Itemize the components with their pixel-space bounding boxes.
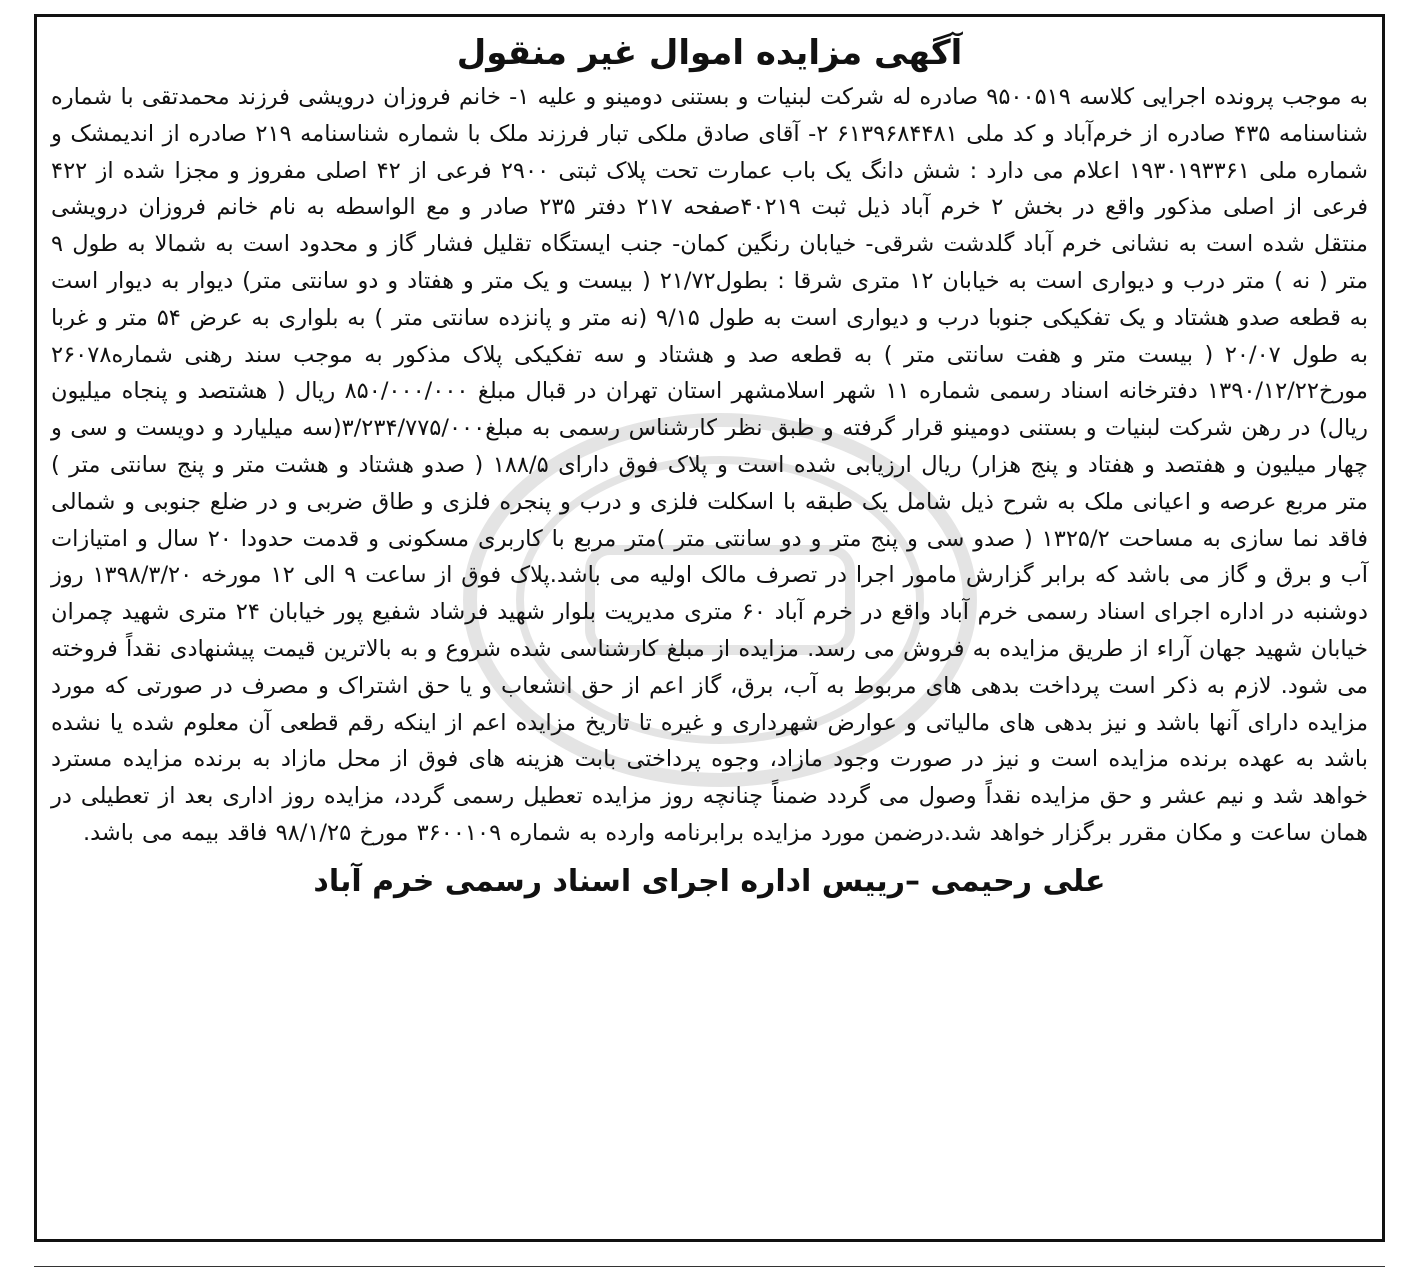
notice-title: آگهی مزایده اموال غیر منقول [456,33,963,73]
notice-frame [34,14,1385,1242]
bottom-divider [34,1266,1385,1267]
notice-signature: علی رحیمی –رییس اداره اجرای اسناد رسمی خرم آباد [313,863,1106,899]
notice-body: به موجب پرونده اجرایی کلاسه ۹۵۰۰۵۱۹ صادره له شرکت لبنیات و بستنی دومینو و علیه ۱- خانم فروزان درویشی فرزند محمدتقی با شماره شناسنامه ۴۳۵ صادره از خرم‌آباد و کد ملی ۶۱۳۹۶۸۴۴۸۱ ۲- آقای صادق ملکی تبار فرزند ملک با شماره شناسنامه ۲۱۹ صادره از اندیمشک و شماره ملی ۱۹۳۰۱۹۳۳۶۱ اعلام می دارد : شش دانگ یک باب عمارت تحت پلاک ثبتی ۲۹۰۰ فرعی از ۴۲ اصلی مفروز و مجزا شده از ۴۲۲ فرعی از اصلی مذکور واقع در بخش ۲ خرم آباد ذیل ثبت ۴۰۲۱۹صفحه ۲۱۷ دفتر ۲۳۵ صادر و مع الواسطه به نام خانم فروزان درویشی منتقل شده است به نشانی خرم آباد گلدشت شرقی- خیابان رنگین کمان- جنب ایستگاه تقلیل فشار گاز و محدود است به شمالا به طول ۹ متر ( نه ) متر درب و دیواری است به خیابان ۱۲ متری شرقا : بطول۲۱/۷۲ ( بیست و یک متر و هفتاد و دو سانتی متر) دیوار به دیوار است به قطعه صدو هشتاد و یک تفکیکی جنوبا درب و دیواری است به طول ۹/۱۵ (نه متر و پانزده سانتی متر ) به بلواری به عرض ۵۴ متر و غربا به طول ۲۰/۰۷ ( بیست متر و هفت سانتی متر ) به قطعه صد و هشتاد و سه تفکیکی پلاک مذکور به موجب سند رهنی شماره۲۶۰۷۸ مورخ۱۳۹۰/۱۲/۲۲ دفترخانه اسناد رسمی شماره ۱۱ شهر اسلامشهر استان تهران در قبال مبلغ ۸۵۰/۰۰۰/۰۰۰ ریال ( هشتصد و پنجاه میلیون ریال) در رهن شرکت لبنیات و بستنی دومینو قرار گرفته و طبق نظر کارشناس رسمی به مبلغ۳/۲۳۴/۷۷۵/۰۰۰(سه میلیارد و دویست و سی و چهار میلیون و هفتصد و هفتاد و پنج هزار) ریال ارزیابی شده است و پلاک فوق دارای ۱۸۸/۵ ( صدو هشتاد و هشت متر و پنج سانتی متر ) متر مربع عرصه و اعیانی ملک به شرح ذیل شامل یک طبقه با اسکلت فلزی و درب و پنجره فلزی و طاق ضربی و در ضلع جنوبی و شمالی فاقد نما سازی به مساحت ۱۳۲۵/۲ ( صدو سی و پنج متر و دو سانتی متر )متر مربع با کاربری مسکونی و قدمت حدودا ۲۰ سال و امتیازات آب و برق و گاز می باشد که برابر گزارش مامور اجرا در تصرف مالک اولیه می باشد.پلاک فوق از ساعت ۹ الی ۱۲ مورخه ۱۳۹۸/۳/۲۰ روز دوشنبه در اداره اجرای اسناد رسمی خرم آباد واقع در خرم آباد ۶۰ متری مدیریت بلوار شهید فرشاد شفیع پور خیابان ۲۴ متری شهید چمران خیابان شهید جهان آراء از طریق مزایده به فروش می رسد. مزایده از مبلغ کارشناسی شده شروع و به بالاترین قیمت پیشنهادی نقداً فروخته می شود. لازم به ذکر است پرداخت بدهی های مربوط به آب، برق، گاز اعم از حق انشعاب و یا حق اشتراک و مصرف در صورتی که مورد مزایده دارای آنها باشد و نیز بدهی های مالیاتی و عوارض شهرداری و غیره تا تاریخ مزایده اعم از اینکه رقم قطعی آن معلوم شده یا نشده باشد به عهده برنده مزایده است و نیز در صورت وجود مازاد، وجوه پرداختی بابت هزینه های فوق از محل مازاد به برنده مزایده مسترد خواهد شد و نیم عشر و حق مزایده نقداً وصول می گردد ضمناً چنانچه روز مزایده تعطیل رسمی گردد، مزایده روز اداری بعد از تعطیلی در همان ساعت و مکان مقرر برگزار خواهد شد.درضمن مورد مزایده برابرنامه وارده به شماره ۳۶۰۰۱۰۹ مورخ ۹۸/۱/۲۵ فاقد بیمه می باشد. [51,84,1369,846]
